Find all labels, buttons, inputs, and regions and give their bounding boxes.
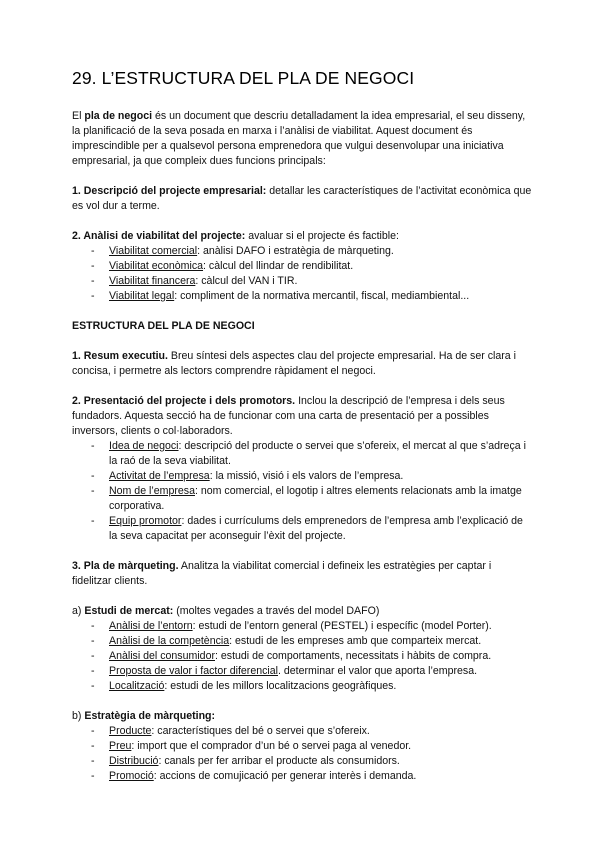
- list-item: [72, 739, 532, 754]
- list-term: Preu: [109, 740, 132, 752]
- list-item: [72, 634, 532, 649]
- list-item: [72, 769, 532, 784]
- subsection-a-heading: Estudi de mercat:: [84, 605, 174, 617]
- list-item: [72, 754, 532, 769]
- list-desc: : càlcul del llindar de rendibilitat.: [203, 260, 354, 272]
- list-term: Anàlisi de la competència: [109, 635, 230, 647]
- list-term: Viabilitat legal: [109, 290, 175, 302]
- list-term: Localització: [109, 680, 165, 692]
- list-desc: : càlcul del VAN i TIR.: [195, 275, 298, 287]
- dash: -: [91, 515, 95, 527]
- dash: -: [91, 635, 95, 647]
- dash: -: [91, 245, 95, 257]
- section2-heading: 2. Presentació del projecte i dels promotors.: [72, 395, 296, 407]
- list-term: Equip promotor: [109, 515, 182, 527]
- intro-bold-term: pla de negoci: [84, 110, 153, 122]
- list-term: Viabilitat comercial: [109, 245, 198, 257]
- viability-list: [72, 244, 532, 304]
- list-desc: : estudi de l’entorn general (PESTEL) i específic (model Porter).: [192, 620, 492, 632]
- function1-text: detallar les característiques de l’activitat econòmica que es vol dur a terme.: [72, 185, 532, 212]
- list-term: Anàlisi del consumidor: [109, 650, 215, 662]
- list-desc: : dades i currículums dels emprenedors de l’empresa amb l’explicació de la seva capacitat per aconseguir l’èxit del projecte.: [109, 515, 523, 542]
- list-term: Distribució: [109, 755, 159, 767]
- dash: -: [91, 485, 95, 497]
- list-term: Activitat de l’empresa: [109, 470, 210, 482]
- intro-lead: El: [72, 110, 85, 122]
- dash: -: [91, 740, 95, 752]
- list-item: [72, 484, 532, 514]
- dash: -: [91, 665, 95, 677]
- list-desc: : nom comercial, el logotip i altres elements relacionats amb la imatge corporativa.: [109, 485, 522, 512]
- list-term: Viabilitat financera: [109, 275, 196, 287]
- function2-text: avaluar si el projecte és factible:: [245, 230, 399, 242]
- list-desc: : estudi de comportaments, necessitats i hàbits de compra.: [215, 650, 492, 662]
- list-desc: : canals per fer arribar el producte als consumidors.: [158, 755, 400, 767]
- list-term: Viabilitat econòmica: [109, 260, 204, 272]
- list-item: [72, 619, 532, 634]
- marketing-strategy-list: [72, 724, 532, 784]
- structure-heading: ESTRUCTURA DEL PLA DE NEGOCI: [72, 320, 255, 332]
- dash: -: [91, 620, 95, 632]
- list-desc: : estudi de les empreses amb que comparteix mercat.: [229, 635, 482, 647]
- list-item: [72, 259, 532, 274]
- section2-paragraph: [72, 394, 532, 439]
- list-term: Promoció: [109, 770, 154, 782]
- presentation-list: [72, 439, 532, 544]
- dash: -: [91, 470, 95, 482]
- list-desc: : descripció del producte o servei que s’ofereix, el mercat al que s’adreça i la raó de la seva viabilitat.: [109, 440, 526, 467]
- list-term: Idea de negoci: [109, 440, 179, 452]
- list-item: [72, 469, 532, 484]
- function2-heading: 2. Anàlisi de viabilitat del projecte:: [72, 230, 246, 242]
- dash: -: [91, 290, 95, 302]
- section3-text: Analitza la viabilitat comercial i defineix les estratègies per captar i fidelitzar clients.: [72, 560, 492, 587]
- intro-text: és un document que descriu detalladament la idea empresarial, el seu disseny, la planificació de la seva posada en marxa i l’anàlisi de viabilitat. Aquest document és imprescindible per a qualsevol persona emprenedora que vulgui desenvolupar una iniciativa empresarial, ja que compleix dues funcions principals:: [72, 110, 526, 167]
- section1-heading: 1. Resum executiu.: [72, 350, 168, 362]
- subsection-b-prefix: b): [72, 710, 85, 722]
- list-item: [72, 649, 532, 664]
- function2-paragraph: [72, 229, 532, 244]
- list-item: [72, 289, 532, 304]
- dash: -: [91, 275, 95, 287]
- list-term: Proposta de valor i factor diferencial: [109, 665, 278, 677]
- section3-heading: 3. Pla de màrqueting.: [72, 560, 179, 572]
- section1-paragraph: [72, 349, 532, 379]
- list-item: [72, 439, 532, 469]
- list-desc: . determinar el valor que aporta l’empresa.: [278, 665, 478, 677]
- intro-paragraph: [72, 109, 532, 169]
- dash: -: [91, 260, 95, 272]
- list-item: [72, 514, 532, 544]
- market-study-list: [72, 619, 532, 694]
- function1-paragraph: [72, 184, 532, 214]
- list-item: [72, 244, 532, 259]
- list-term: Anàlisi de l’entorn: [109, 620, 193, 632]
- subsection-a-text: (moltes vegades a través del model DAFO): [173, 605, 380, 617]
- subsection-a-prefix: a): [72, 605, 85, 617]
- list-item: [72, 679, 532, 694]
- list-desc: : característiques del bé o servei que s’ofereix.: [151, 725, 370, 737]
- dash: -: [91, 770, 95, 782]
- list-desc: : accions de comujicació per generar interès i demanda.: [153, 770, 417, 782]
- list-desc: : compliment de la normativa mercantil, fiscal, mediambiental...: [174, 290, 470, 302]
- list-item: [72, 274, 532, 289]
- list-item: [72, 724, 532, 739]
- section2-text: Inclou la descripció de l’empresa i dels seus fundadors. Aquesta secció ha de funcionar com una carta de presentació per a possibles inversors, clients o col·laboradors.: [72, 395, 505, 437]
- subsection-a: [72, 604, 532, 619]
- section3-paragraph: [72, 559, 532, 589]
- list-desc: : import que el comprador d’un bé o servei paga al venedor.: [131, 740, 412, 752]
- list-item: [72, 664, 532, 679]
- list-desc: : estudi de les millors localitzacions geogràfiques.: [164, 680, 397, 692]
- list-term: Nom de l’empresa: [109, 485, 195, 497]
- dash: -: [91, 755, 95, 767]
- subsection-b: [72, 709, 532, 724]
- subsection-b-heading: Estratègia de màrqueting:: [84, 710, 216, 722]
- page-title: 29. L’ESTRUCTURA DEL PLA DE NEGOCI: [72, 68, 415, 88]
- section1-text: Breu síntesi dels aspectes clau del projecte empresarial. Ha de ser clara i concisa, i permetre als lectors comprendre ràpidament el negoci.: [72, 350, 516, 377]
- dash: -: [91, 725, 95, 737]
- dash: -: [91, 650, 95, 662]
- list-desc: : anàlisi DAFO i estratègia de màrqueting.: [197, 245, 394, 257]
- list-term: Producte: [109, 725, 152, 737]
- dash: -: [91, 680, 95, 692]
- document-page: [72, 68, 532, 784]
- function1-heading: 1. Descripció del projecte empresarial:: [72, 185, 267, 197]
- dash: -: [91, 440, 95, 452]
- list-desc: : la missió, visió i els valors de l’empresa.: [209, 470, 404, 482]
